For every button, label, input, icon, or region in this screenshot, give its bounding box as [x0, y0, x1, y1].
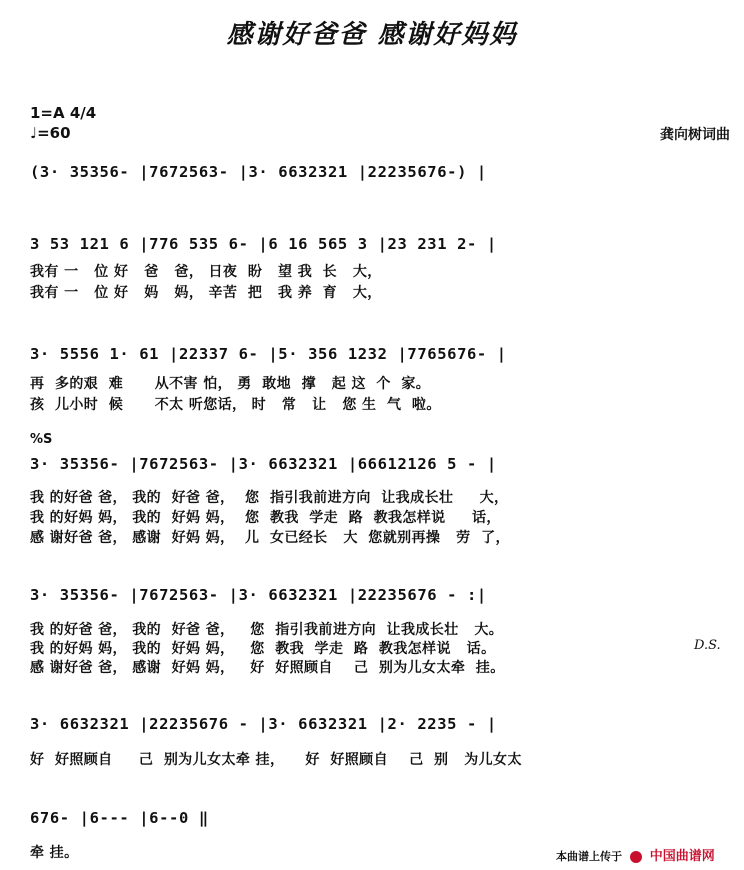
lyric-line-4-2: 我 的好妈 妈， 我的 好妈 妈， 您 教我 学走 路 教我怎样说 话，: [30, 510, 501, 526]
staff-line-7: 676- |6--- |6--0 ‖: [30, 809, 209, 827]
staff-line-5: 3· 35356- |7672563- |3· 6632321 |22235676 - :|: [30, 586, 487, 604]
lyric-line-7-1: 牵 挂。: [30, 845, 79, 861]
lyric-line-5-2: 我 的好妈 妈， 我的 好妈 妈， 您 教我 学走 路 教我怎样说 话。: [30, 641, 496, 657]
key-signature: 1=A 4/4: [30, 104, 97, 122]
lyric-line-5-1: 我 的好爸 爸， 我的 好爸 爸， 您 指引我前进方向 让我成长壮 大。: [30, 622, 504, 638]
lyric-line-4-3: 感 谢好爸 爸， 感谢 好妈 妈， 儿 女已经长 大 您就别再操 劳 了，: [30, 530, 510, 546]
lyric-line-4-1: 我 的好爸 爸， 我的 好爸 爸， 您 指引我前进方向 让我成长壮 大，: [30, 490, 509, 506]
site-brand[interactable]: 中国曲谱网: [649, 849, 715, 864]
lyric-line-2-1: 我有 一 位 好 爸 爸， 日夜 盼 望 我 长 大，: [30, 264, 382, 280]
staff-line-1: (3· 35356- |7672563- |3· 6632321 |22235676-) |: [30, 163, 487, 181]
segno-mark: %S: [30, 432, 53, 447]
upload-credit: [556, 845, 715, 864]
upload-credit-text: 本曲谱上传于: [556, 850, 622, 863]
dal-segno-mark: D.S.: [694, 638, 721, 653]
lyric-line-2-2: 我有 一 位 好 妈 妈， 辛苦 把 我 养 育 大，: [30, 285, 382, 301]
lyric-line-3-2: 孩 儿小时 候 不太 听您话， 时 常 让 您 生 气 啦。: [30, 397, 441, 413]
lyric-line-3-1: 再 多的艰 难 从不害 怕， 勇 敢地 撑 起 这 个 家。: [30, 376, 431, 392]
staff-line-3: 3· 5556 1· 61 |22337 6- |5· 356 1232 |7765676- |: [30, 345, 507, 363]
lyric-line-6-1: 好 好照顾自 己 别为儿女太牵 挂， 好 好照顾自 己 别 为儿女太: [30, 752, 522, 768]
page-title: 感谢好爸爸 感谢好妈妈: [226, 20, 518, 50]
staff-line-6: 3· 6632321 |22235676 - |3· 6632321 |2· 2235 - |: [30, 715, 497, 733]
site-logo-icon: [630, 851, 642, 863]
lyric-line-5-3: 感 谢好爸 爸， 感谢 好妈 妈， 好 好照顾自 己 别为儿女太牵 挂。: [30, 660, 505, 676]
author-credit: 龚向树词曲: [660, 127, 730, 143]
staff-line-4: 3· 35356- |7672563- |3· 6632321 |66612126 5 - |: [30, 455, 497, 473]
tempo-marking: ♩=60: [30, 124, 71, 142]
staff-line-2: 3 53 121 6 |776 535 6- |6 16 565 3 |23 231 2- |: [30, 235, 497, 253]
